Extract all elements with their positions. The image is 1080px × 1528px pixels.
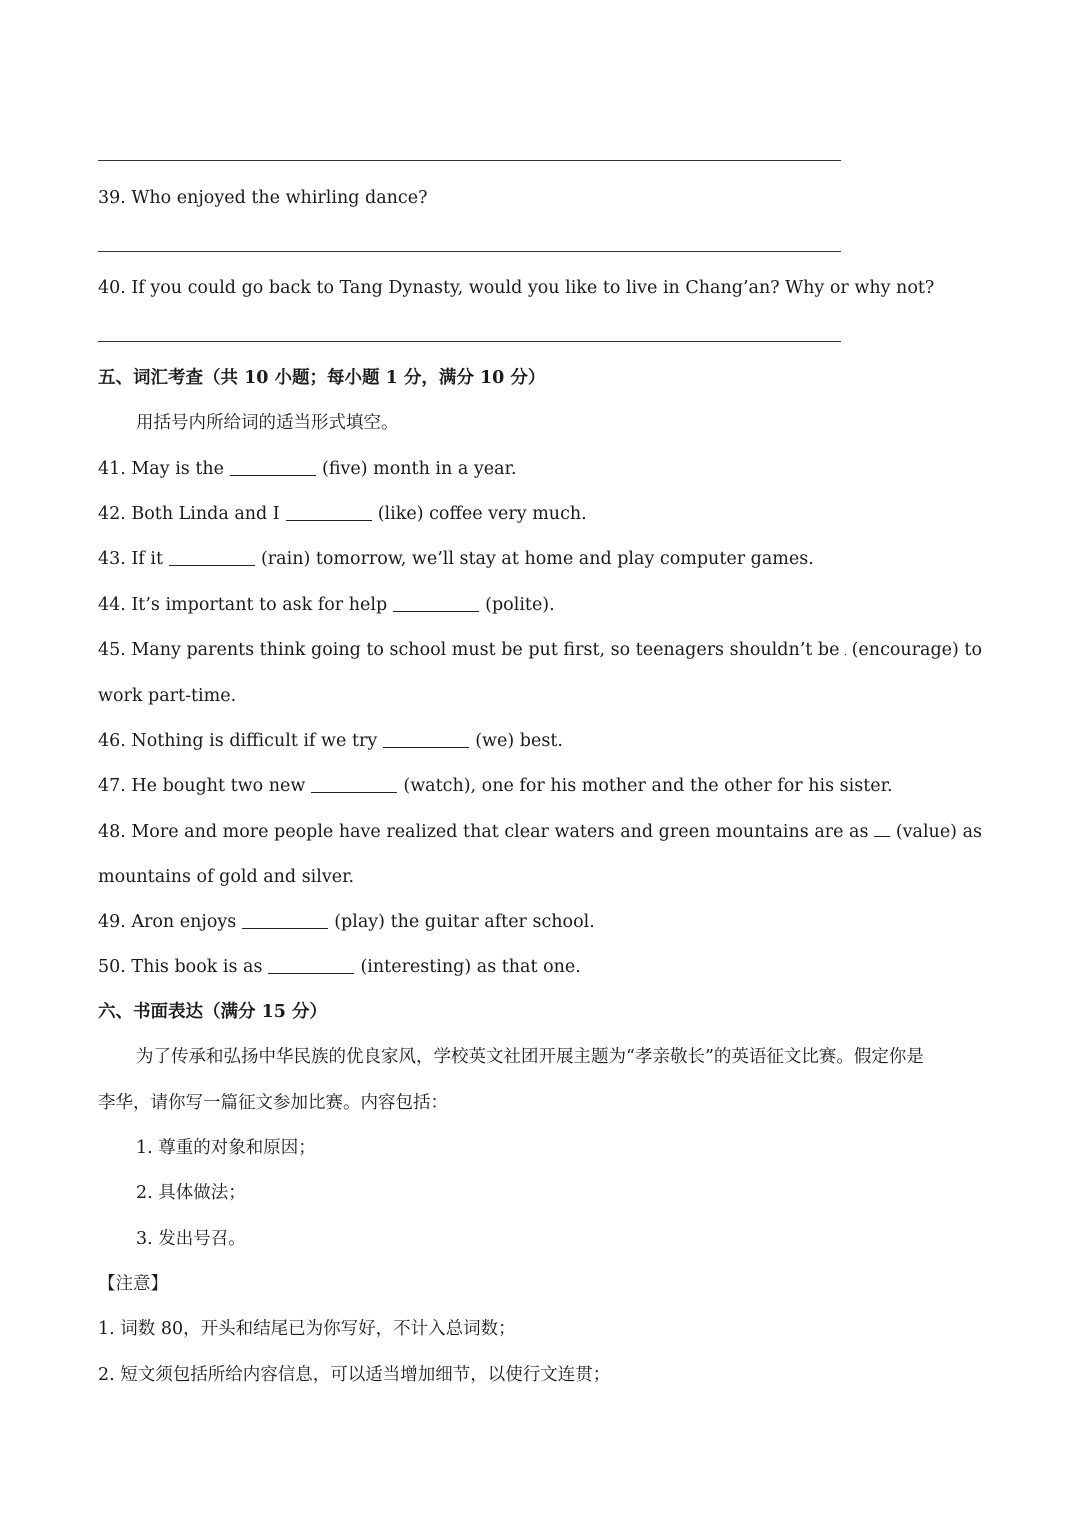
- item-48-text: 48. More and more people have realized that clear waters and green mountains are as: [98, 822, 869, 842]
- item-47-hint: (watch), one for his mother and the other for his sister.: [403, 776, 893, 796]
- blank-41[interactable]: [230, 459, 316, 476]
- content-point-2: 2. 具体做法；: [136, 1183, 246, 1203]
- content-point-1: 1. 尊重的对象和原因；: [136, 1138, 316, 1158]
- item-47-text: 47. He bought two new: [98, 776, 306, 796]
- item-43-hint: (rain) tomorrow, we’ll stay at home and play computer games.: [260, 549, 814, 569]
- section-6-heading: 六、书面表达（满分 15 分）: [98, 1002, 328, 1022]
- note-1: 1. 词数 80，开头和结尾已为你写好，不计入总词数；: [98, 1319, 516, 1339]
- item-42: [98, 502, 587, 526]
- item-44-hint: (polite).: [485, 595, 555, 615]
- item-41: [98, 457, 517, 481]
- item-50-hint: (interesting) as that one.: [360, 957, 581, 977]
- item-45-continued: work part-time.: [98, 686, 237, 706]
- writing-prompt-line2: 李华，请你写一篇征文参加比赛。内容包括：: [98, 1093, 448, 1113]
- item-45-hint: (encourage) to: [851, 640, 982, 660]
- item-46: [98, 729, 563, 753]
- item-49-hint: (play) the guitar after school.: [334, 912, 595, 932]
- item-46-hint: (we) best.: [475, 731, 563, 751]
- item-48-continued: mountains of gold and silver.: [98, 867, 355, 887]
- item-48: [98, 820, 982, 844]
- notice-title: 【注意】: [98, 1274, 168, 1294]
- item-41-text: 41. May is the: [98, 459, 224, 479]
- item-42-text: 42. Both Linda and I: [98, 504, 280, 524]
- answer-line-38[interactable]: [98, 160, 841, 161]
- section-5-heading: 五、词汇考查（共 10 小题；每小题 1 分，满分 10 分）: [98, 368, 546, 388]
- item-46-text: 46. Nothing is difficult if we try: [98, 731, 378, 751]
- writing-prompt-line1: 为了传承和弘扬中华民族的优良家风，学校英文社团开展主题为“孝亲敬长”的英语征文比赛。假定你是: [136, 1047, 924, 1067]
- item-43-text: 43. If it: [98, 549, 163, 569]
- item-41-hint: (five) month in a year.: [322, 459, 517, 479]
- answer-line-40[interactable]: [98, 341, 841, 342]
- blank-43[interactable]: [169, 549, 255, 566]
- item-48-hint: (value) as: [895, 822, 982, 842]
- blank-50[interactable]: [268, 957, 354, 974]
- content-point-3: 3. 发出号召。: [136, 1229, 246, 1249]
- item-45-text: 45. Many parents think going to school must be put first, so teenagers shouldn’t be: [98, 640, 840, 660]
- blank-42[interactable]: [286, 504, 372, 521]
- question-40: 40. If you could go back to Tang Dynasty, would you like to live in Chang’an? Why or why not?: [98, 278, 935, 298]
- blank-49[interactable]: [242, 912, 328, 929]
- item-47: [98, 774, 893, 798]
- blank-46[interactable]: [383, 731, 469, 748]
- question-39: 39. Who enjoyed the whirling dance?: [98, 188, 428, 208]
- item-42-hint: (like) coffee very much.: [377, 504, 587, 524]
- blank-47[interactable]: [311, 776, 397, 793]
- section-5-instruction: 用括号内所给词的适当形式填空。: [136, 413, 399, 433]
- blank-44[interactable]: [393, 595, 479, 612]
- answer-line-39[interactable]: [98, 251, 841, 252]
- note-2: 2. 短文须包括所给内容信息，可以适当增加细节，以使行文连贯；: [98, 1365, 611, 1385]
- item-44: [98, 593, 555, 617]
- item-49-text: 49. Aron enjoys: [98, 912, 237, 932]
- item-49: [98, 910, 595, 934]
- item-50: [98, 955, 581, 979]
- item-43: [98, 547, 814, 571]
- item-45: [98, 638, 982, 662]
- item-50-text: 50. This book is as: [98, 957, 263, 977]
- item-44-text: 44. It’s important to ask for help: [98, 595, 388, 615]
- blank-48[interactable]: [874, 820, 889, 837]
